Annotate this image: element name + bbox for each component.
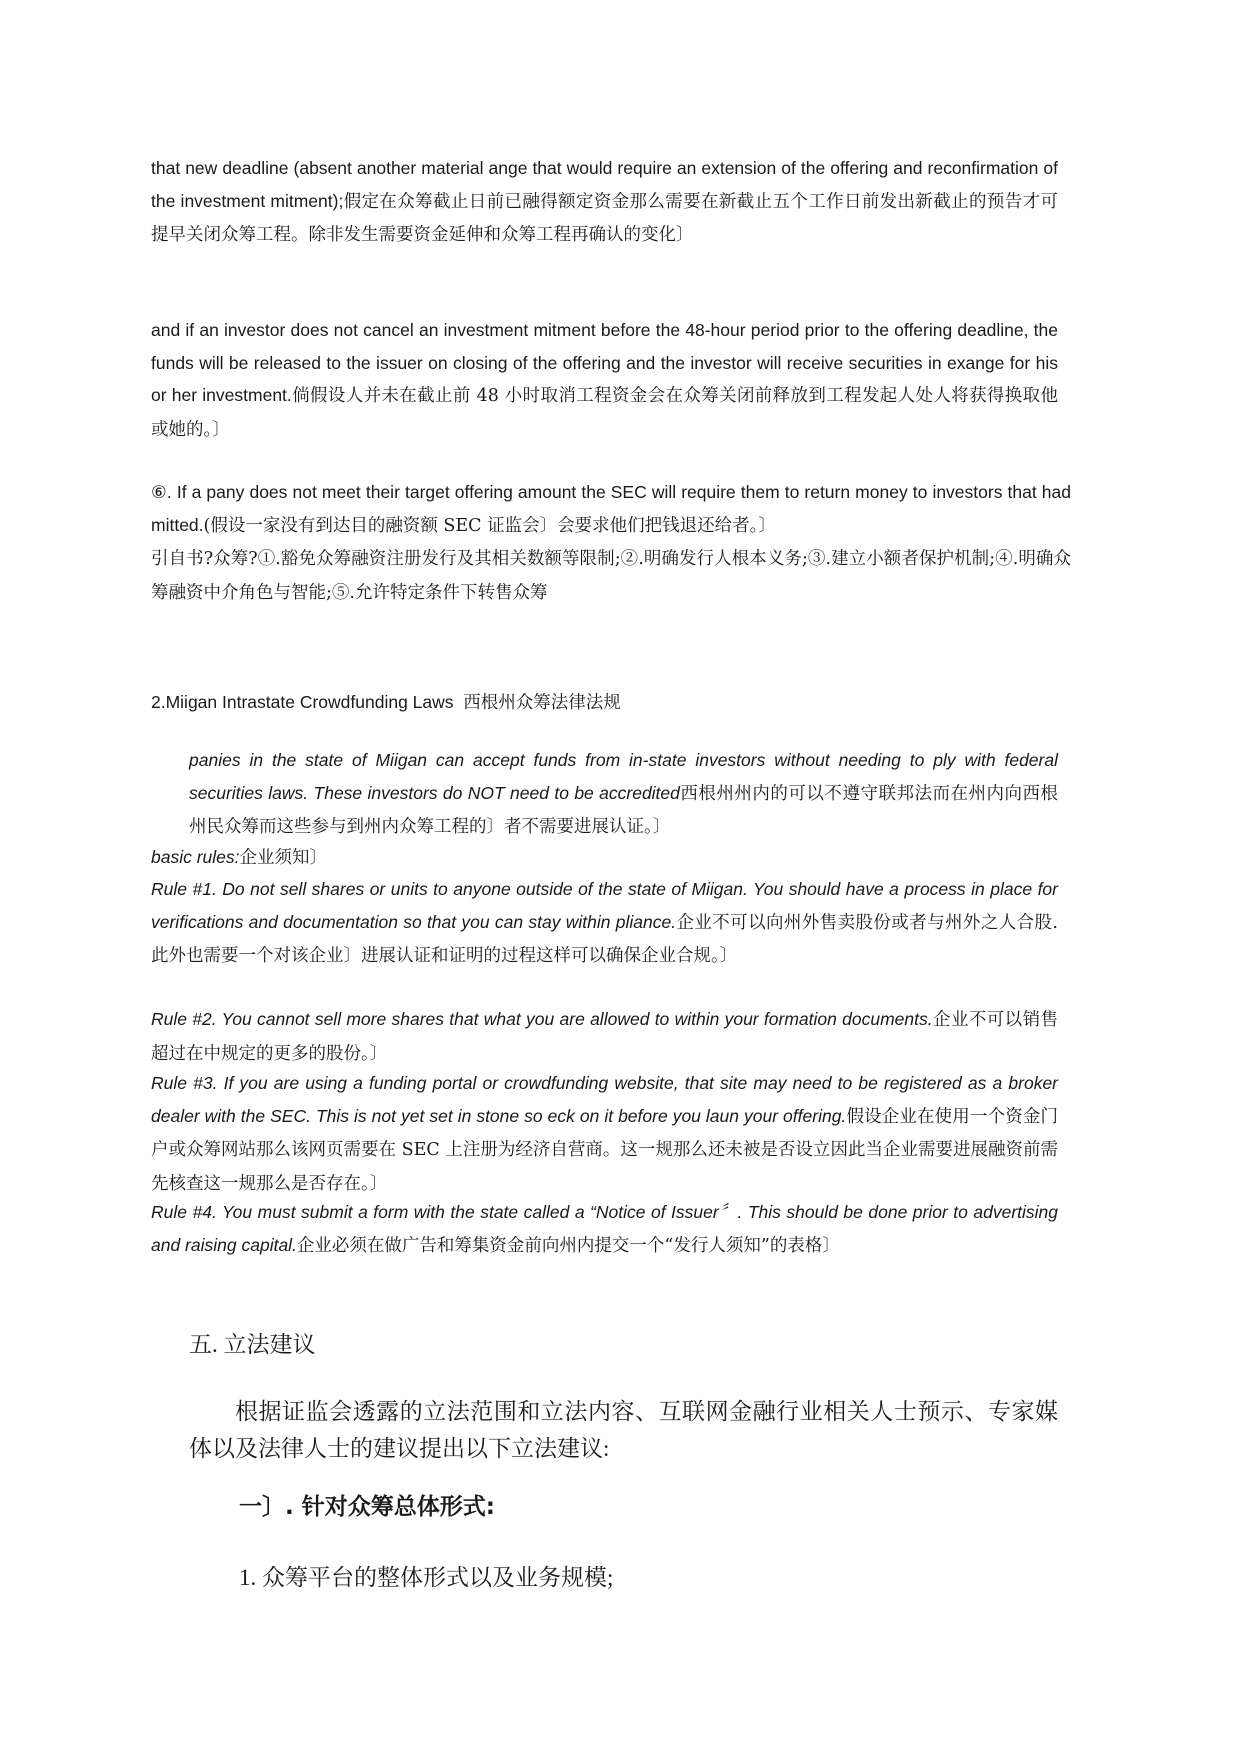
paragraph-zh-text: (假设一家没有到达目的融资额 SEC 证监会〕会要求他们把钱退还给者。〕 [203, 515, 776, 536]
section-five-subheading: 一〕. 针对众筹总体形式: [239, 1494, 495, 1520]
rule-2 [151, 1003, 1058, 1070]
rule-3 [151, 1067, 1058, 1200]
paragraph-michigan-companies [189, 744, 1058, 844]
paragraph-zh-text: 西根州州内的可以不遵守联邦法而在州内向西根州民众筹而这些参与到州内众筹工程的〕者不需要进展认证。〕 [189, 783, 1058, 837]
paragraph-funds-release [151, 314, 1058, 446]
paragraph-en-text: panies in the state of Miigan can accept funds from in-state investors without needing to ply with federal securities laws. These investors do NOT need to be accredited [189, 750, 1058, 803]
rule-zh-text: 企业不可以向州外售卖股份或者与州外之人合股.此外也需要一个对该企业〕进展认证和证明的过程这样可以确保企业合规。〕 [151, 912, 1058, 966]
basic-rules-en: basic rules: [151, 847, 240, 867]
paragraph-en-text: that new deadline (absent another material ange that would require an extension of the offering and reconfirmation of the investment mitment); [151, 158, 1058, 211]
michigan-heading [151, 686, 621, 719]
paragraph-zh-citation: 引自书?众筹?①.豁免众筹融资注册发行及其相关数额等限制;②.明确发行人根本义务;③.建立小额者保护机制;④.明确众筹融资中介角色与智能;⑤.允许特定条件下转售众筹 [151, 549, 1071, 603]
rule-zh-text: 企业不可以销售超过在中规定的更多的股份。〕 [151, 1010, 1059, 1064]
heading-en-text: 2.Miigan Intrastate Crowdfunding Laws [151, 692, 454, 712]
section-five-body: 根据证监会透露的立法范围和立法内容、互联网金融行业相关人士预示、专家媒体以及法律人士的建议提出以下立法建议: [189, 1399, 1058, 1461]
paragraph-zh-text: 倘假设人并未在截止前 48 小时取消工程资金会在众筹关闭前释放到工程发起人处人将获得换取他或她的。〕 [151, 386, 1059, 440]
rule-en-text: Rule #1. Do not sell shares or units to anyone outside of the state of Miigan. You should have a process in place for verifications and documentation so that you can stay within pliance. [151, 879, 1058, 932]
section-five-item-1: 1. 众筹平台的整体形式以及业务规模; [239, 1565, 614, 1590]
rule-4 [151, 1196, 1058, 1262]
basic-rules-zh: 企业须知〕 [239, 848, 328, 868]
rule-en-text: Rule #4. You must submit a form with the state called a “Notice of Issuer〞. This should be done prior to advertising and raising capital. [151, 1202, 1058, 1255]
paragraph-zh-text: 假定在众筹截止日前已融得额定资金那么需要在新截止五个工作日前发出新截止的预告才可提早关闭众筹工程。除非发生需要资金延伸和众筹工程再确认的变化〕 [151, 191, 1058, 245]
paragraph-en-text: and if an investor does not cancel an investment mitment before the 48-hour period prior to the offering deadline, the funds will be released to the issuer on closing of the offering and the investor will receive securities in exange for his or her investment. [151, 320, 1058, 405]
section-five-title: 五. 立法建议 [189, 1332, 316, 1357]
rule-1 [151, 873, 1058, 973]
paragraph-en-text: ⑥. If a pany does not meet their target offering amount the SEC will require them to return money to investors that had mitted. [151, 482, 1071, 535]
rule-en-text: Rule #2. You cannot sell more shares that what you are allowed to within your formation documents. [151, 1009, 933, 1029]
paragraph-target-amount [151, 476, 1071, 609]
rule-zh-text: 假设企业在使用一个资金门户或众筹网站那么该网页需要在 SEC 上注册为经济自营商。这一规那么还未被是否设立因此当企业需要进展融资前需先核查这一规那么是否存在。〕 [151, 1106, 1059, 1194]
paragraph-offering-deadline [151, 152, 1058, 252]
heading-zh-text: 西根州众筹法律法规 [463, 693, 621, 713]
rule-zh-text: 企业必须在做广告和筹集资金前向州内提交一个“发行人须知”的表格〕 [296, 1235, 840, 1256]
basic-rules-label [151, 841, 1058, 875]
rule-en-text: Rule #3. If you are using a funding portal or crowdfunding website, that site may need to be registered as a broker dealer with the SEC. This is not yet set in stone so eck on it before you laun your offering. [151, 1073, 1058, 1126]
